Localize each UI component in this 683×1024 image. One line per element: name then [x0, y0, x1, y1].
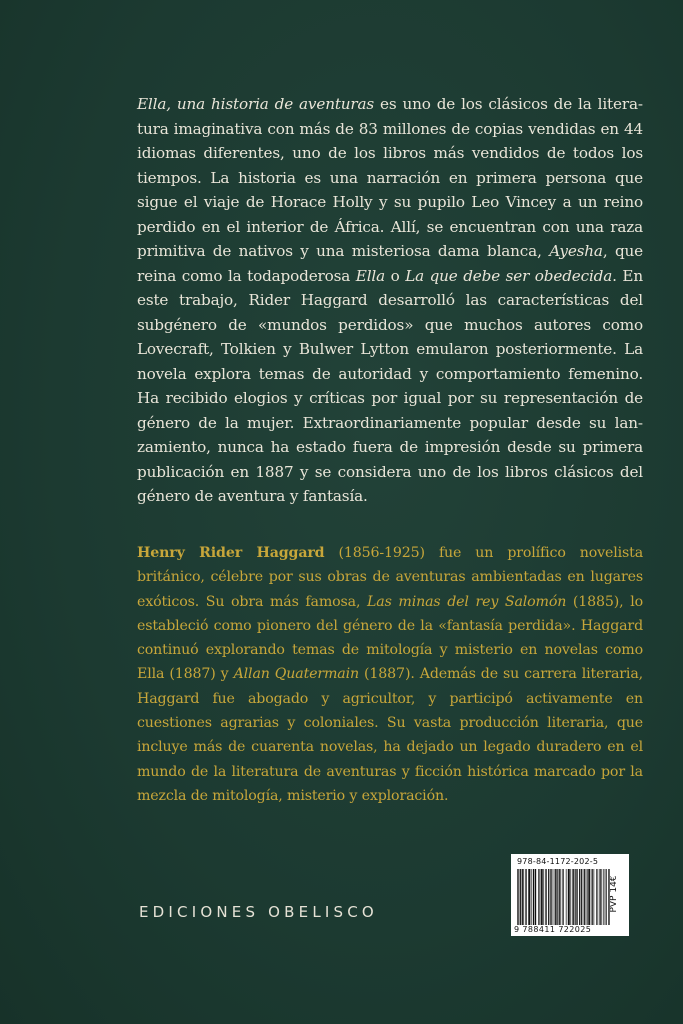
- barcode-bar: [570, 869, 571, 925]
- barcode-bars: [517, 869, 610, 925]
- barcode-bar: [523, 869, 524, 925]
- synopsis-text: es uno de los clásicos de la literatura imaginativa con más de 83 millones de copias vendidas en 44 idiomas diferentes, uno de los libros más vendidos de todos los tiempos. La historia es una narración en primera persona que sigue el viaje de Horace Holly y su pupilo Leo Vincey a un reino perdido en el interior de África. Allí, se encuentran con una raza primitiva de nativos y una misteriosa dama blanca,: [137, 95, 643, 260]
- barcode-bar: [530, 869, 531, 925]
- barcode-bar: [538, 869, 539, 925]
- barcode-bar: [601, 869, 602, 925]
- barcode-digits: 9 788411 722025: [514, 925, 592, 934]
- barcode-bar: [522, 869, 523, 925]
- barcode-bar: [590, 869, 591, 925]
- author-name: Henry Rider Haggard: [137, 545, 325, 561]
- author-bio-paragraph: [137, 541, 643, 808]
- barcode-bar: [592, 869, 593, 925]
- barcode-bar: [563, 869, 564, 925]
- barcode-bar: [589, 869, 590, 925]
- barcode-bar: [555, 869, 556, 925]
- barcode-bar: [573, 869, 574, 925]
- barcode-bar: [575, 869, 576, 925]
- barcode-bar: [528, 869, 529, 925]
- barcode-bar: [526, 869, 527, 925]
- synopsis-italic: Ella: [355, 266, 386, 285]
- barcode-bar: [566, 869, 567, 925]
- barcode-bar: [542, 869, 543, 925]
- barcode-bar: [553, 869, 554, 925]
- barcode-bar: [568, 869, 569, 925]
- barcode-bar: [596, 869, 597, 925]
- price-label: PVP 14€: [609, 875, 619, 913]
- bio-text: (1885), lo estableció como pionero del género de la «fantasía perdida». Haggard continuó explorando temas de mitología y misterio en novelas como Ella (1887) y: [137, 593, 644, 683]
- barcode-bar: [605, 869, 606, 925]
- barcode-bar: [539, 869, 540, 925]
- barcode-bar: [580, 869, 581, 925]
- barcode-bar: [579, 869, 580, 925]
- barcode-bar: [517, 869, 518, 925]
- barcode-bar: [533, 869, 534, 925]
- bio-text: (1856-1925) fue un prolífico novelista británico, célebre por sus obras de aventuras ambientadas en lugares exóticos. Su obra más famosa,: [137, 545, 644, 610]
- isbn-number: 978-84-1172-202-5: [517, 857, 599, 866]
- barcode-bar: [520, 869, 521, 925]
- barcode-bar: [535, 869, 536, 925]
- publisher-name: EDICIONES OBELISCO: [139, 903, 378, 921]
- barcode-bar: [587, 869, 588, 925]
- barcode-bar: [584, 869, 585, 925]
- barcode-bar: [597, 869, 598, 925]
- barcode-bar: [550, 869, 551, 925]
- barcode-label: [511, 854, 629, 936]
- barcode-bar: [520, 869, 521, 925]
- synopsis-text: . En este trabajo, Rider Haggard desarrolló las características del subgénero de «mundos perdidos» que muchos autores como Lovecraft, Tolkien y Bulwer Lytton emularon posteriormente. La novela explora temas de autoridad y comportamiento femenino. Ha recibido elogios y críticas por igual por su representación de género de la mujer. Extraordinariamente popular desde su lanzamiento, nunca ha estado fuera de impresión desde su primera publicación en 1887 y se considera uno de los libros clásicos del género de aventura y fantasía.: [137, 266, 643, 505]
- barcode-bar: [549, 869, 550, 925]
- barcode-bar: [545, 869, 546, 925]
- synopsis-text: o: [385, 266, 406, 285]
- barcode-bar: [522, 869, 523, 925]
- synopsis-italic: La que debe ser obedecida: [405, 266, 613, 285]
- bio-italic: Allan Quatermain: [233, 666, 359, 683]
- barcode-bar: [548, 869, 549, 925]
- barcode-bar: [546, 869, 547, 925]
- barcode-bar: [560, 869, 561, 925]
- barcode-bar: [582, 869, 583, 925]
- barcode-bar: [551, 869, 552, 925]
- barcode-bar: [603, 869, 604, 925]
- barcode-bar: [535, 869, 536, 925]
- barcode-bar: [525, 869, 526, 925]
- barcode-bar: [568, 869, 569, 925]
- barcode-bar: [541, 869, 542, 925]
- barcode-bar: [569, 869, 570, 925]
- barcode-bar: [557, 869, 558, 925]
- barcode-bar: [577, 869, 578, 925]
- synopsis-text: , que reina como la todapoderosa: [137, 242, 643, 285]
- barcode-bar: [531, 869, 532, 925]
- barcode-bar: [559, 869, 560, 925]
- barcode-bar: [581, 869, 582, 925]
- bio-text: (1887). Además de su carrera literaria, Haggard fue abogado y agricultor, y participó activamente en cuestiones agrarias y coloniales. Su vasta producción literaria, que incluye más de cuarenta novelas, ha dejado un legado duradero en el mundo de la literatura de aventuras y ficción histórica marcado por la mezcla de mitología, misterio y exploración.: [137, 666, 643, 804]
- barcode-bar: [586, 869, 587, 925]
- barcode-bar: [606, 869, 607, 925]
- barcode-bar: [588, 869, 589, 925]
- barcode-bar: [559, 869, 560, 925]
- synopsis-italic: Ayesha: [549, 242, 603, 260]
- barcode-bar: [576, 869, 577, 925]
- barcode-bar: [600, 869, 601, 925]
- barcode-bar: [541, 869, 542, 925]
- barcode-bar: [574, 869, 575, 925]
- synopsis-paragraph: [137, 92, 643, 509]
- barcode-bar: [555, 869, 556, 925]
- barcode-bar: [592, 869, 593, 925]
- bio-italic: Las minas del rey Salomón: [367, 593, 567, 610]
- barcode-bar: [518, 869, 519, 925]
- barcode-bar: [533, 869, 534, 925]
- barcode-bar: [562, 869, 563, 925]
- barcode-bar: [529, 869, 530, 925]
- barcode-bar: [556, 869, 557, 925]
- barcode-bar: [594, 869, 595, 925]
- book-title-italic: Ella, una historia de aventuras: [137, 95, 375, 113]
- barcode-bar: [572, 869, 573, 925]
- barcode-bar: [599, 869, 600, 925]
- barcode-bar: [584, 869, 585, 925]
- barcode-bar: [543, 869, 544, 925]
